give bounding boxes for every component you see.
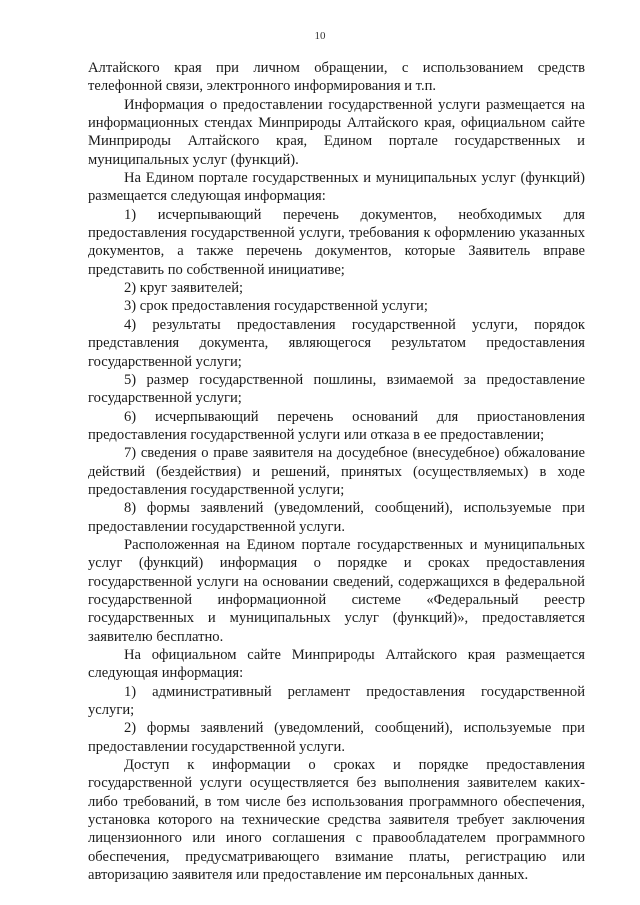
list-item-appeal-rights: 7) сведения о праве заявителя на досудебное (внесудебное) обжалование действий (бездействия) и решений, принятых (осуществляемых) в ходе предоставления государственной услуги; — [88, 445, 585, 498]
list-item-application-forms: 8) формы заявлений (уведомлений, сообщений), используемые при предоставлении государственной услуги. — [88, 500, 585, 535]
list-item-documents-list: 1) исчерпывающий перечень документов, необходимых для предоставления государственной услуги, требования к оформлению указанных документов, а также перечень документов, которые Заявитель вправе представить по собственной инициативе; — [88, 206, 585, 278]
list-item-website-forms: 2) формы заявлений (уведомлений, сообщений), используемые при предоставлении государственной услуги. — [88, 720, 585, 755]
list-item-admin-regulation: 1) административный регламент предоставления государственной услуги; — [88, 683, 585, 719]
list-item-suspension-grounds: 6) исчерпывающий перечень оснований для приостановления предоставления государственной услуги или отказа в ее предоставлении; — [88, 408, 585, 443]
paragraph-info-placement: Информация о предоставлении государственной услуги размещается на информационных стендах Минприроды Алтайского края, официальном сайте Минприроды Алтайского края, Едином портале государственных и муниципальных услуг (функций). — [88, 96, 585, 168]
list-item-results: 4) результаты предоставления государственной услуги, порядок представления документа, являющегося результатом предоставления государственной услуги; — [88, 316, 585, 370]
paragraph-continuation: Алтайского края при личном обращении, с использованием средств телефонной связи, электронного информирования и т.п. — [88, 60, 585, 95]
page-number: 10 — [314, 30, 326, 42]
list-item-applicants: 2) круг заявителей; — [124, 280, 244, 297]
paragraph-access-conditions: Доступ к информации о сроках и порядке предоставления государственной услуги осуществляется без выполнения заявителем каких-либо требований, в том числе без использования программного обеспечения, установка которого на технические средства заявителя требует заключения лицензионного или иного соглашения с правообладателем программного обеспечения, предусматривающего взимание платы, регистрацию или авторизацию заявителя или предоставление им персональных данных. — [88, 757, 585, 884]
paragraph-portal-intro: На Едином портале государственных и муниципальных услуг (функций) размещается следующая информация: — [88, 170, 585, 205]
paragraph-portal-info-free: Расположенная на Едином портале государственных и муниципальных услуг (функций) информация о порядке и сроках предоставления государственной услуги на основании сведений, содержащихся в федеральной государственной информационной системе «Федеральный реестр государственных и муниципальных услуг (функций)», предоставляется заявителю бесплатно. — [88, 536, 585, 645]
list-item-service-term: 3) срок предоставления государственной услуги; — [124, 298, 428, 315]
document-body — [88, 59, 585, 884]
paragraph-website-intro: На официальном сайте Минприроды Алтайского края размещается следующая информация: — [88, 647, 585, 682]
list-item-state-fee: 5) размер государственной пошлины, взимаемой за предоставление государственной услуги; — [88, 371, 585, 407]
